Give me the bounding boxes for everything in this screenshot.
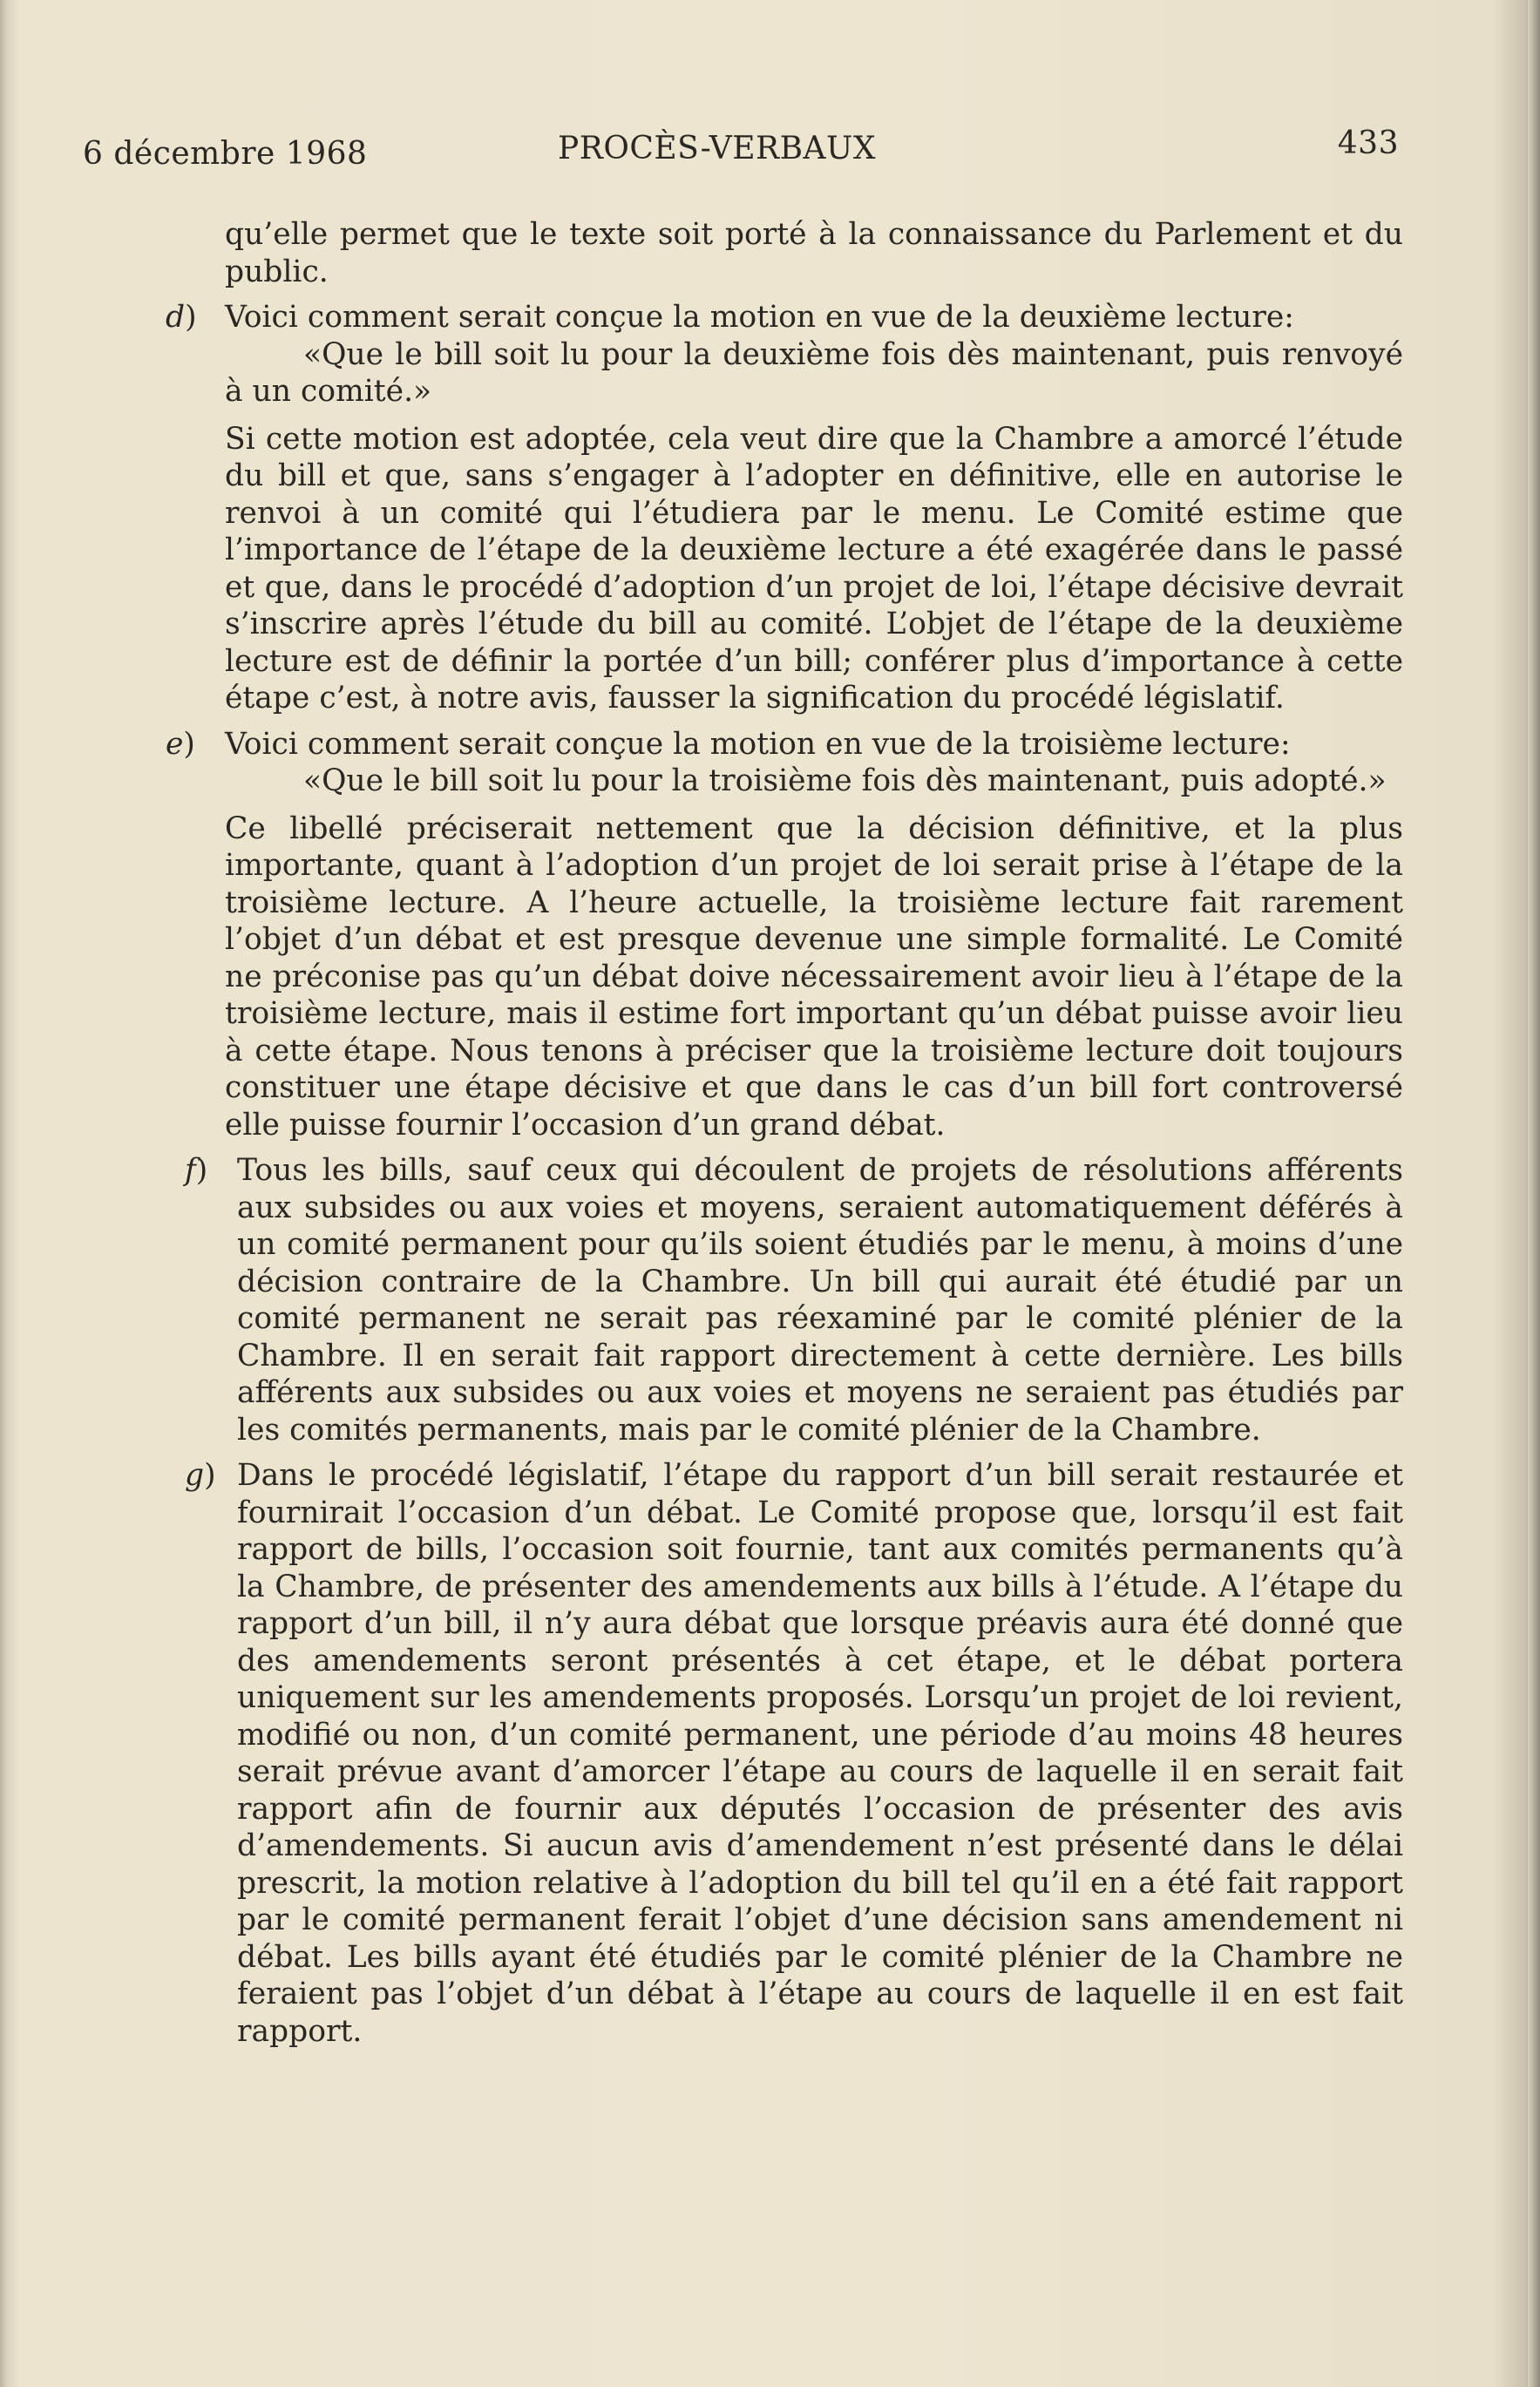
item-intro: Voici comment serait conçue la motion en vue de la deuxième lecture: [225,300,1294,335]
item-e [166,726,1403,1144]
item-f [166,1152,1403,1448]
item-text [225,726,1403,1144]
item-paragraph: Tous les bills, sauf ceux qui découlent de projets de résolutions afférents aux subsides ou aux voies et moyens, seraient automatiquement déférés à un comité permanent pour qu’ils soient étudiés par le menu, à moins d’une décision contraire de la Chambre. Un bill qui aurait été étudié par un comité permanent ne serait pas réexaminé par le comité plénier de la Chambre. Il en serait fait rapport directement à cette dernière. Les bills afférents aux subsides ou aux voies et moyens ne seraient pas étudiés par les comités permanents, mais par le comité plénier de la Chambre. [237,1153,1403,1448]
header-date: 6 décembre 1968 [83,136,368,172]
item-paragraph: Ce libellé préciserait nettement que la décision définitive, et la plus importante, quant à l’adoption d’un projet de loi serait prise à l’étape de la troisième lecture. A l’heure actuelle, la troisième lecture fait rarement l’objet d’un débat et est presque devenue une simple formalité. Le Comité ne préconise pas qu’un débat doive nécessairement avoir lieu à l’étape de la troisième lecture, mais il estime fort important qu’un débat puisse avoir lieu à cette étape. Nous tenons à préciser que la troisième lecture doit toujours constituer une étape décisive et que dans le cas d’un bill fort controversé elle puisse fournir l’occasion d’un grand débat. [225,810,1403,1143]
item-letter: g) [185,1458,216,1493]
item-letter: e) [166,726,195,762]
item-text [225,299,1403,717]
continuation-paragraph: qu’elle permet que le texte soit porté à la connaissance du Parlement et du public. [225,217,1403,289]
item-text [237,1457,1403,2050]
item-letter: d) [166,300,197,335]
motion-quote: «Que le bill soit lu pour la troisième fois dès maintenant, puis adopté.» [303,763,1387,798]
item-letter-char: g [185,1458,205,1493]
item-g [166,1457,1403,2050]
document-body [166,216,1403,2050]
item-letter-char: f [185,1153,196,1188]
item-text [237,1152,1403,1448]
motion-quote: «Que le bill soit lu pour la deuxième fois dès maintenant, puis renvoyé à un comité.» [225,336,1403,409]
item-letter-char: d [166,300,186,335]
item-letter: f) [185,1153,208,1188]
running-header [83,125,1399,174]
header-title: PROCÈS-VERBAUX [558,131,876,166]
item-d [166,299,1403,717]
item-intro: Voici comment serait conçue la motion en vue de la troisième lecture: [225,726,1291,762]
item-letter-char: e [166,726,184,762]
item-paragraph: Dans le procédé législatif, l’étape du rapport d’un bill serait restaurée et fournirait l’occasion d’un débat. Le Comité propose que, lorsqu’il est fait rapport de bills, l’occasion soit fournie, tant aux comités permanents qu’à la Chambre, de présenter des amendements aux bills à l’étude. A l’étape du rapport d’un bill, il n’y aura débat que lorsque préavis aura été donné que des amendements seront présentés à cet étape, et le débat portera uniquement sur les amendements proposés. Lorsqu’un projet de loi revient, modifié ou non, d’un comité permanent, une période d’au moins 48 heures serait prévue avant d’amorcer l’étape au cours de laquelle il en serait fait rapport afin de fournir aux députés l’occasion de présenter des avis d’amendements. Si aucun avis d’amendement n’est présenté dans le délai prescrit, la motion relative à l’adoption du bill tel qu’il en a été fait rapport par le comité permanent ferait l’objet d’une décision sans amendement ni débat. Les bills ayant été étudiés par le comité plénier de la Chambre ne feraient pas l’objet d’un débat à l’étape au cours de laquelle il en est fait rapport. [237,1458,1403,2049]
page-edge [1528,0,1540,2387]
page-number: 433 [1337,125,1399,161]
item-paragraph: Si cette motion est adoptée, cela veut dire que la Chambre a amorcé l’étude du bill et que, sans s’engager à l’adopter en définitive, elle en autorise le renvoi à un comité qui l’étudiera par le menu. Le Comité estime que l’importance de l’étape de la deuxième lecture a été exagérée dans le passé et que, dans le procédé d’adoption d’un projet de loi, l’étape décisive devrait s’inscrire après l’étude du bill au comité. L’objet de l’étape de la deuxième lecture est de définir la portée d’un bill; conférer plus d’importance à cette étape c’est, à notre avis, fausser la signification du procédé législatif. [225,421,1403,715]
